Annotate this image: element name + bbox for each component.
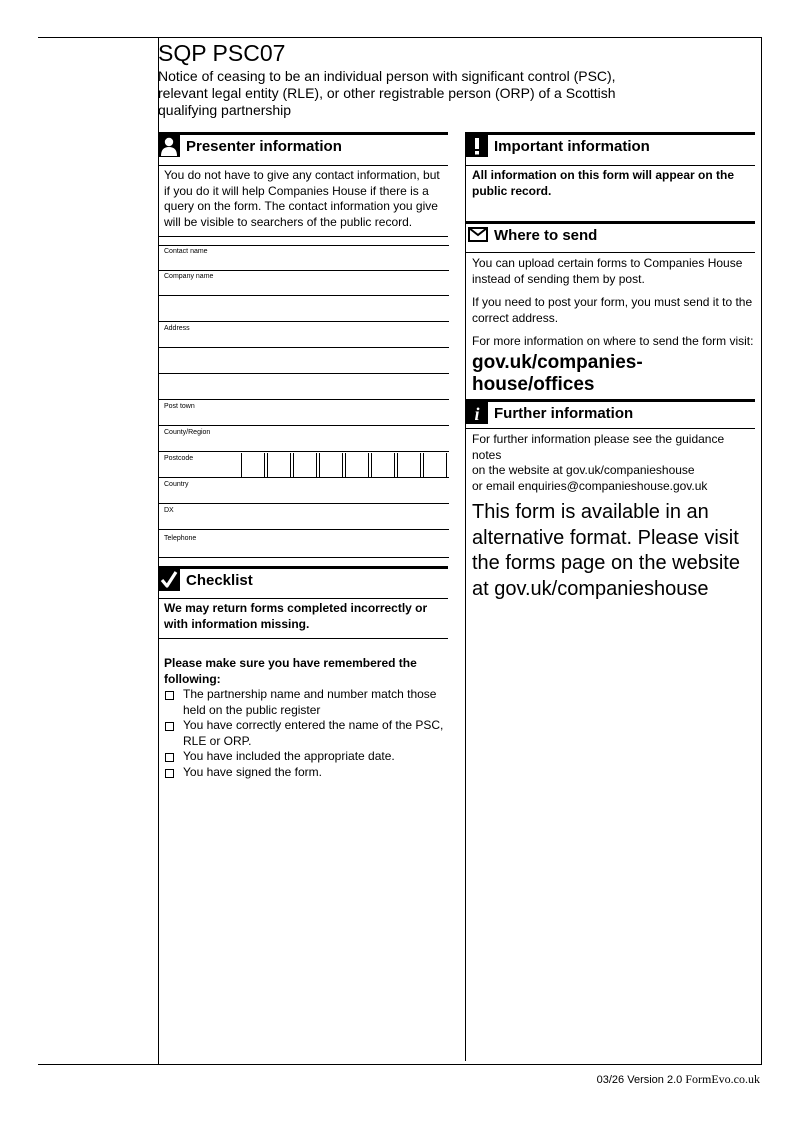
contact-name-label: Contact name [164,248,208,255]
postcode-cell[interactable] [397,453,421,477]
presenter-section-header [158,132,448,159]
postcode-label: Postcode [164,455,194,462]
form-code: SQP PSC07 [158,40,286,66]
company-name-field[interactable] [158,271,449,296]
post-town-label: Post town [164,403,195,410]
address-field[interactable] [158,323,449,348]
dx-label: DX [164,507,174,514]
where-to-send-section-header [466,221,755,248]
address-line-3[interactable] [158,375,449,400]
post-town-field[interactable] [158,401,449,426]
footer-version: 03/26 Version 2.0 [596,1074,683,1086]
further-section-header [466,399,755,426]
postcode-cell[interactable] [319,453,343,477]
dx-field[interactable] [158,505,449,530]
county-field[interactable] [158,427,449,452]
presenter-heading: Presenter information [186,138,342,155]
further-text-line-1: For further information please see the guidance notes [472,432,725,462]
envelope-icon [468,227,488,242]
postcode-cell[interactable] [345,453,369,477]
county-label: County/Region [164,429,211,436]
further-text-line-2: on the website at gov.uk/companieshouse [472,463,695,477]
where-to-send-p2: If you need to post your form, you must send it to the correct address. [472,295,753,325]
checklist-body [164,656,448,780]
alternative-format-notice: This form is available in an alternative format. Please visit the forms page on the website at gov.uk/companieshouse [472,501,740,600]
country-field[interactable] [158,479,449,504]
presenter-intro: You do not have to give any contact information, but if you do it will help Companies House if there is a query on the form. The contact information you give will be visible to searchers of the public record. [164,168,440,229]
telephone-label: Telephone [164,535,197,542]
postcode-cell[interactable] [241,453,265,477]
checkbox-icon[interactable] [165,691,174,700]
company-name-label: Company name [164,273,214,280]
where-to-send-box [466,252,755,396]
company-name-line-2[interactable] [158,297,449,322]
important-box [466,165,755,205]
checklist-item[interactable]: You have signed the form. [164,765,448,781]
svg-text:i: i [474,404,480,424]
presenter-intro-box [158,165,448,237]
telephone-field[interactable] [158,533,449,558]
footer-brand: FormEvo.co.uk [685,1072,760,1086]
bottom-rule [38,1064,762,1065]
offices-link[interactable]: gov.uk/companies-house/offices [472,351,643,395]
checklist-warning-box [158,598,448,639]
checklist-item[interactable]: You have included the appropriate date. [164,749,448,765]
further-heading: Further information [494,405,634,422]
checkbox-icon[interactable] [165,722,174,731]
checklist-warning: We may return forms completed incorrectly or with information missing. [164,601,428,631]
checkmark-icon [158,569,180,591]
important-section-header [466,132,755,159]
exclamation-icon [466,135,488,157]
address-label: Address [164,325,190,332]
address-line-2[interactable] [158,349,449,374]
form-title: Notice of ceasing to be an individual person with significant control (PSC), relevant legal entity (RLE), or other registrable person (ORP) of a Scottish qualifying partnership [158,68,616,118]
important-heading: Important information [494,138,650,155]
right-page-rule [761,38,762,1064]
country-label: Country [164,481,189,488]
contact-name-field[interactable] [158,245,449,271]
person-icon [158,135,180,157]
checklist-item[interactable]: You have correctly entered the name of the PSC, RLE or ORP. [164,718,448,749]
further-box [466,428,755,494]
postcode-field[interactable] [158,453,449,478]
info-icon [466,402,488,424]
postcode-cell[interactable] [293,453,317,477]
checklist-section-header [158,566,448,593]
checklist-item[interactable]: The partnership name and number match those held on the public register [164,687,448,718]
postcode-cell[interactable] [267,453,291,477]
where-to-send-p1: You can upload certain forms to Companies House instead of sending them by post. [472,256,743,286]
footer [597,1072,760,1087]
where-to-send-heading: Where to send [494,227,598,244]
checklist-items [164,687,448,780]
where-to-send-p3: For more information on where to send the form visit: [472,334,754,348]
checkbox-icon[interactable] [165,753,174,762]
checklist-heading: Checklist [186,572,253,589]
top-rule [38,37,762,38]
checkbox-icon[interactable] [165,769,174,778]
checklist-reminder-heading: Please make sure you have remembered the following: [164,656,417,686]
postcode-cell[interactable] [371,453,395,477]
postcode-cell[interactable] [423,453,447,477]
further-text-line-3: or email enquiries@companieshouse.gov.uk [472,478,708,493]
important-text: All information on this form will appear on the public record. [472,168,735,198]
